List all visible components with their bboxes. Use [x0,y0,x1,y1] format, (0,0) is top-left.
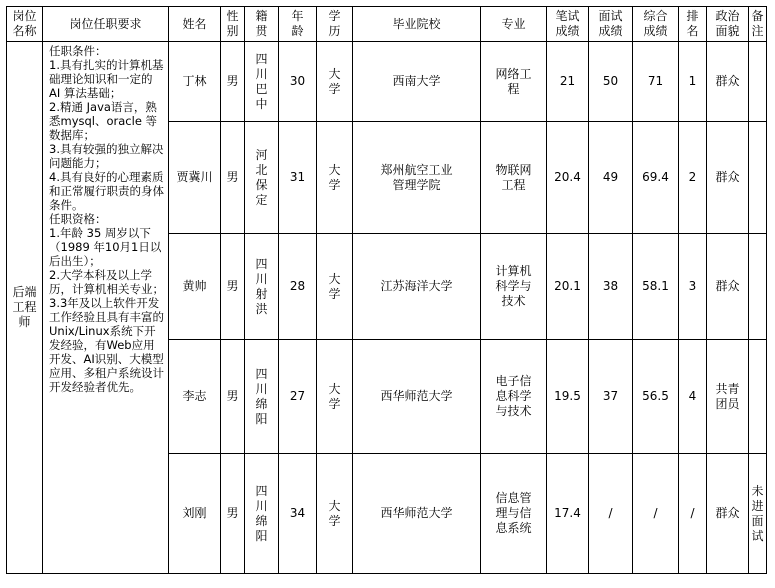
candidate-total-score: 69.4 [633,122,679,234]
header-total-score: 综合 成绩 [633,7,679,42]
header-origin: 籍 贯 [245,7,279,42]
candidate-age: 30 [279,42,317,122]
candidate-written-score: 17.4 [547,454,589,574]
requirement-line: 4.具有良好的心理素质和正常履行职责的身体条件。 [49,170,164,212]
candidate-interview-score: 49 [589,122,633,234]
candidate-interview-score: 50 [589,42,633,122]
candidate-remark: 未 进 面 试 [749,454,767,574]
header-name: 姓名 [169,7,221,42]
candidate-major: 物联网 工程 [481,122,547,234]
header-major: 专业 [481,7,547,42]
candidate-remark [749,340,767,454]
header-political-status: 政治 面貌 [707,7,749,42]
requirement-line: 任职条件： [49,44,107,58]
header-remark: 备 注 [749,7,767,42]
requirement-line: 2.精通 Java语言，熟悉mysql、oracle 等数据库； [49,100,158,142]
candidate-school: 西华师范大学 [353,340,481,454]
candidate-origin: 四 川 绵 阳 [245,340,279,454]
candidate-education: 大 学 [317,454,353,574]
candidate-remark [749,234,767,340]
header-row [7,7,767,42]
candidate-written-score: 19.5 [547,340,589,454]
candidate-remark [749,122,767,234]
candidate-origin: 四 川 巴 中 [245,42,279,122]
candidate-total-score: 58.1 [633,234,679,340]
candidate-political-status: 共青 团员 [707,340,749,454]
header-interview-score: 面试 成绩 [589,7,633,42]
candidate-name: 李志 [169,340,221,454]
candidate-name: 刘刚 [169,454,221,574]
candidate-name: 丁林 [169,42,221,122]
candidate-total-score: / [633,454,679,574]
candidate-total-score: 56.5 [633,340,679,454]
candidate-education: 大 学 [317,340,353,454]
candidate-major: 网络工 程 [481,42,547,122]
candidate-education: 大 学 [317,122,353,234]
candidate-school: 郑州航空工业 管理学院 [353,122,481,234]
candidate-rank: 2 [679,122,707,234]
header-position: 岗位 名称 [7,7,43,42]
candidate-gender: 男 [221,454,245,574]
candidate-total-score: 71 [633,42,679,122]
requirement-line: 3.具有较强的独立解决问题能力； [49,142,164,170]
candidate-major: 计算机 科学与 技术 [481,234,547,340]
candidate-political-status: 群众 [707,42,749,122]
header-age: 年 龄 [279,7,317,42]
candidate-rank: 4 [679,340,707,454]
requirement-line: 2.大学本科及以上学历，计算机相关专业； [49,268,164,296]
header-gender: 性 别 [221,7,245,42]
candidate-written-score: 21 [547,42,589,122]
requirement-line: 1.具有扎实的计算机基础理论知识和一定的 AI 算法基础； [49,58,164,100]
candidate-remark [749,42,767,122]
candidate-political-status: 群众 [707,234,749,340]
candidate-rank: / [679,454,707,574]
candidate-gender: 男 [221,122,245,234]
requirements-cell [43,42,169,574]
candidate-gender: 男 [221,340,245,454]
candidate-age: 27 [279,340,317,454]
candidate-rank: 1 [679,42,707,122]
candidate-age: 28 [279,234,317,340]
candidate-name: 贾冀川 [169,122,221,234]
requirement-line: 1.年龄 35 周岁以下（1989 年10月1日以后出生）； [49,226,162,268]
candidate-political-status: 群众 [707,122,749,234]
header-rank: 排 名 [679,7,707,42]
requirement-line: 3.3年及以上软件开发工作经验且具有丰富的Unix/Linux系统下开发经验，有Web应用开发、AI识别、大模型应用、多租户系统设计开发经验者优先。 [49,296,164,394]
header-written-score: 笔试 成绩 [547,7,589,42]
requirement-line: 任职资格： [49,212,107,226]
candidate-political-status: 群众 [707,454,749,574]
candidate-school: 西华师范大学 [353,454,481,574]
candidate-origin: 河 北 保 定 [245,122,279,234]
header-school: 毕业院校 [353,7,481,42]
candidate-age: 34 [279,454,317,574]
header-requirements: 岗位任职要求 [43,7,169,42]
candidate-school: 江苏海洋大学 [353,234,481,340]
candidate-interview-score: / [589,454,633,574]
recruitment-result-table [6,6,767,574]
candidate-gender: 男 [221,234,245,340]
candidate-interview-score: 38 [589,234,633,340]
candidate-education: 大 学 [317,42,353,122]
candidate-major: 电子信 息科学 与技术 [481,340,547,454]
candidate-major: 信息管 理与信 息系统 [481,454,547,574]
candidate-written-score: 20.4 [547,122,589,234]
candidate-origin: 四 川 绵 阳 [245,454,279,574]
candidate-name: 黄帅 [169,234,221,340]
candidate-written-score: 20.1 [547,234,589,340]
candidate-rank: 3 [679,234,707,340]
candidate-school: 西南大学 [353,42,481,122]
candidate-education: 大 学 [317,234,353,340]
position-cell: 后端 工程 师 [7,42,43,574]
header-education: 学 历 [317,7,353,42]
table-row [7,42,767,122]
candidate-age: 31 [279,122,317,234]
candidate-origin: 四 川 射 洪 [245,234,279,340]
candidate-gender: 男 [221,42,245,122]
candidate-interview-score: 37 [589,340,633,454]
